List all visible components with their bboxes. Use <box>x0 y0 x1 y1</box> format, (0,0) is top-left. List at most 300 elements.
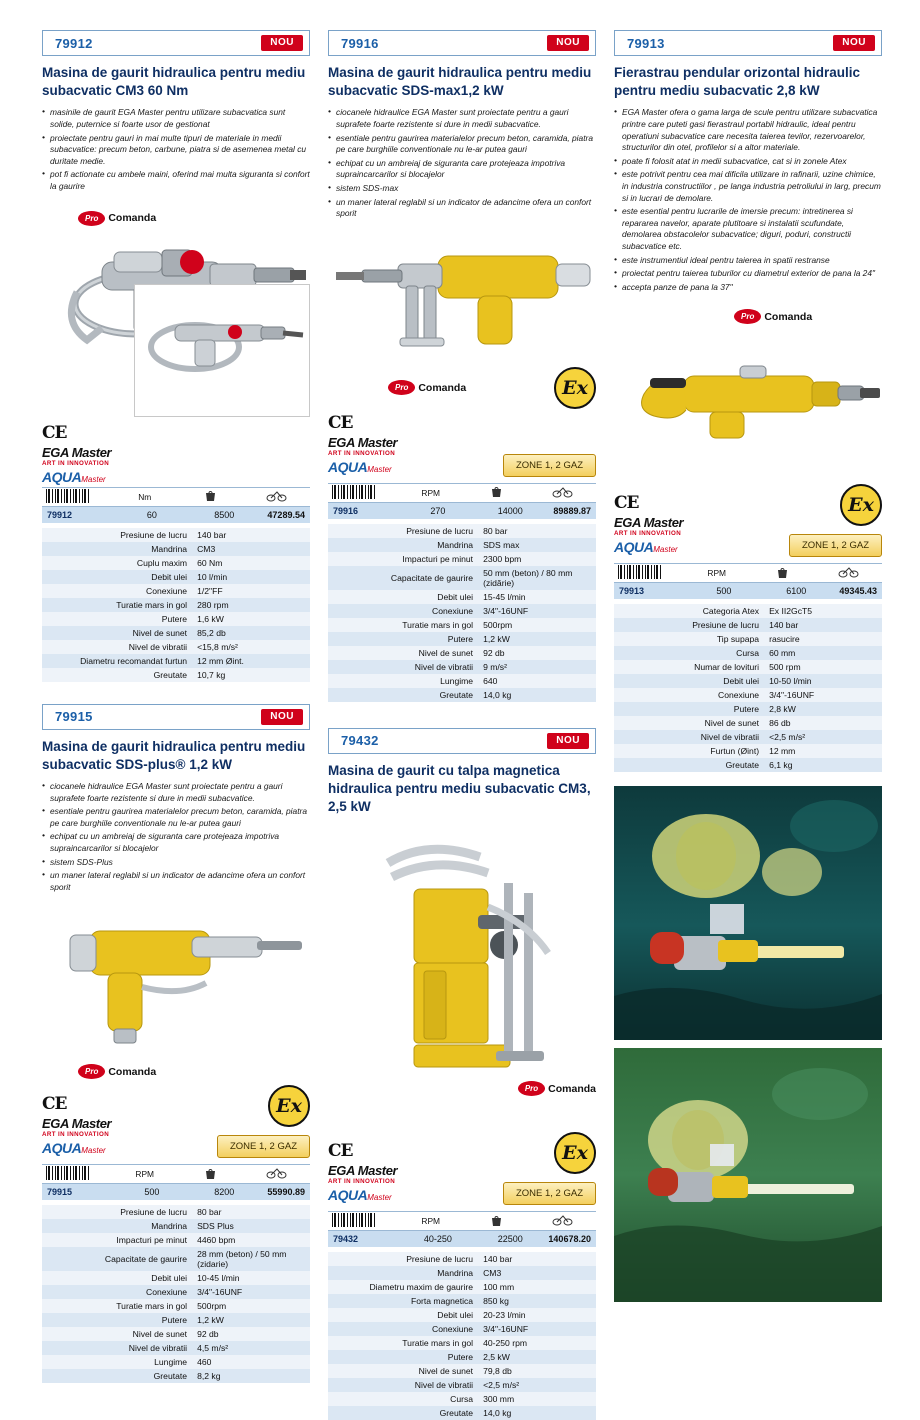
spec-table <box>328 524 596 702</box>
spec-value: 3/4"-16UNF <box>478 604 596 618</box>
spec-label: Diametru maxim de gaurire <box>328 1280 478 1294</box>
ega-logo-name: EGA Master <box>328 434 398 450</box>
table-row <box>328 1280 596 1294</box>
product-code: 79915 <box>55 709 93 725</box>
weight-glyph <box>777 566 788 579</box>
spec-label: Debit ulei <box>614 674 764 688</box>
spec-label: Putere <box>328 632 478 646</box>
product-card-79915 <box>42 704 310 1384</box>
table-row <box>328 566 596 590</box>
spec-value: 10-50 l/min <box>764 674 882 688</box>
spec-value: 140 bar <box>192 528 310 542</box>
spec-value: 10-45 l/min <box>192 1271 310 1285</box>
product-header <box>328 728 596 754</box>
product-inset-image <box>134 284 310 417</box>
list-item: • masinile de gaurit EGA Master pentru utilizare subacvatica sunt solide, puternice si foarte usor de gestionat <box>42 107 310 130</box>
ce-icon: CE <box>42 1094 67 1115</box>
spec-label: Turatie mars in gol <box>328 1336 478 1350</box>
product-card-79912 <box>42 30 310 682</box>
ega-logo-tagline: ART IN INNOVATION <box>328 1178 396 1186</box>
pro-comanda-row <box>328 1081 596 1096</box>
price-rpm: 500 <box>716 586 732 597</box>
table-row <box>614 744 882 758</box>
aqua-logo-name: AQUA <box>42 468 82 485</box>
box-glyph <box>266 490 288 502</box>
pro-comanda-badge <box>78 1064 156 1079</box>
table-row <box>328 524 596 538</box>
atex-icon: Ex <box>268 1085 310 1127</box>
table-row <box>328 1336 596 1350</box>
spec-value: 80 bar <box>478 524 596 538</box>
weight-icon <box>178 489 244 504</box>
package-icon <box>530 1214 596 1228</box>
table-row <box>614 758 882 772</box>
zone-badge: ZONE 1, 2 GAZ <box>789 534 882 557</box>
table-row <box>328 1364 596 1378</box>
spec-label: Cuplu maxim <box>42 556 192 570</box>
weight-icon <box>464 1214 530 1229</box>
badge-row <box>328 367 596 409</box>
table-row <box>42 528 310 542</box>
spec-value: 140 bar <box>764 618 882 632</box>
spec-label: Conexiune <box>328 1322 478 1336</box>
ega-master-logo <box>614 515 683 537</box>
spec-label: Mandrina <box>42 1219 192 1233</box>
spec-value: 640 <box>478 674 596 688</box>
table-row <box>328 618 596 632</box>
spec-label: Nivel de sunet <box>42 626 192 640</box>
spec-value: 1,6 kW <box>192 612 310 626</box>
spec-label: Diametru recomandat furtun <box>42 654 192 668</box>
aqua-logo-name: AQUA <box>328 458 368 475</box>
table-row <box>42 1355 310 1369</box>
table-row <box>42 654 310 668</box>
product-image-79915 <box>42 901 310 1056</box>
price-value: 89889.87 <box>553 505 591 516</box>
spec-value: SDS max <box>478 538 596 552</box>
spec-label: Presiune de lucru <box>42 528 192 542</box>
pro-comanda-text: Comanda <box>418 381 467 394</box>
spec-value: 14,0 kg <box>478 1406 596 1420</box>
certification-logos <box>42 1085 310 1158</box>
ega-master-logo <box>42 445 310 467</box>
package-icon <box>244 490 310 504</box>
table-row <box>614 660 882 674</box>
spec-label: Cursa <box>328 1392 478 1406</box>
spec-value: 8,2 kg <box>192 1369 310 1383</box>
spec-value: 500rpm <box>192 1299 310 1313</box>
pro-badge-label: Pro <box>78 211 105 226</box>
table-row <box>42 542 310 556</box>
list-item: • EGA Master ofera o gama larga de scule pentru utilizare subacvatica printre care puteti gasi fierastraul portabil hidraulic, ideal pentru operatiuni subacvatice care necesita taierea tevilor, rezervoarelor, structurilor din otel, profilelor si a altor materiale. <box>614 107 882 153</box>
list-item: • proiectate pentru gauri in mai multe tipuri de materiale in medii subacvatice: precum beton, carbune, piatra si de asemenea metal cu duritate medie. <box>42 133 310 168</box>
barcode-icon <box>42 1166 112 1182</box>
box-glyph <box>266 1167 288 1179</box>
spec-label: Conexiune <box>328 604 478 618</box>
ega-logo-name: EGA Master <box>42 1116 112 1132</box>
list-item: • pot fi actionate cu ambele maini, oferind mai multa siguranta si confort la gaurire <box>42 169 310 192</box>
product-image-79913 <box>614 330 882 480</box>
list-item: • proiectat pentru taierea tuburilor cu diametrul exterior de pana la 24" <box>614 268 882 280</box>
weight-glyph <box>205 1167 216 1180</box>
spec-label: Debit ulei <box>328 1308 478 1322</box>
price-weight: 14000 <box>497 505 523 516</box>
spec-value: 92 db <box>478 646 596 660</box>
zone-badge: ZONE 1, 2 GAZ <box>217 1135 310 1158</box>
spec-value: CM3 <box>478 1266 596 1280</box>
unit-header: RPM <box>421 487 441 498</box>
drill-inset-illustration <box>135 285 309 416</box>
spec-label: Debit ulei <box>328 590 478 604</box>
unit-header: RPM <box>421 1216 441 1227</box>
table-row <box>614 632 882 646</box>
table-row <box>614 716 882 730</box>
table-row <box>614 702 882 716</box>
spec-value: 60 Nm <box>192 556 310 570</box>
table-row <box>42 598 310 612</box>
price-weight: 22500 <box>497 1234 523 1245</box>
table-row <box>42 556 310 570</box>
table-row <box>328 1266 596 1280</box>
atex-icon: Ex <box>554 367 596 409</box>
product-code: 79916 <box>341 35 379 51</box>
atex-icon: Ex <box>840 484 882 526</box>
spec-value: 300 mm <box>478 1392 596 1406</box>
spec-label: Greutate <box>42 1369 192 1383</box>
spec-label: Forta magnetica <box>328 1294 478 1308</box>
spec-value: 100 mm <box>478 1280 596 1294</box>
spec-value: 1,2 kW <box>192 1313 310 1327</box>
column-middle <box>328 30 596 1420</box>
spec-table <box>614 604 882 772</box>
table-row <box>42 584 310 598</box>
feature-list <box>614 107 882 293</box>
list-item: • accepta panze de pana la 37" <box>614 282 882 294</box>
price-value: 49345.43 <box>839 586 877 597</box>
spec-value: <15,8 m/s² <box>192 640 310 654</box>
spec-value: 86 db <box>764 716 882 730</box>
pro-comanda-badge <box>734 309 812 324</box>
table-row <box>42 1327 310 1341</box>
table-row <box>42 1247 310 1271</box>
spec-label: Categoria Atex <box>614 604 764 618</box>
barcode-icon <box>328 1213 398 1229</box>
price-rpm: 500 <box>144 1187 160 1198</box>
product-code: 79913 <box>627 35 665 51</box>
box-glyph <box>552 486 574 498</box>
weight-icon <box>178 1167 244 1182</box>
product-code: 79912 <box>55 35 93 51</box>
ega-master-logo <box>42 1116 111 1138</box>
status-badge: NOU <box>547 35 589 51</box>
aqua-logo-name: AQUA <box>328 1187 368 1204</box>
table-row <box>328 1308 596 1322</box>
spec-label: Lungime <box>42 1355 192 1369</box>
aqua-logo-name: AQUA <box>42 1140 82 1157</box>
spec-label: Mandrina <box>328 538 478 552</box>
spec-label: Presiune de lucru <box>42 1205 192 1219</box>
spec-value: 500 rpm <box>764 660 882 674</box>
aqua-master-logo <box>328 1187 397 1205</box>
atex-icon: Ex <box>554 1132 596 1174</box>
spec-label: Nivel de vibratii <box>328 660 478 674</box>
aqua-master-logo <box>42 469 310 487</box>
sds-max-drill-illustration <box>328 228 596 363</box>
aqua-logo-sub: Master <box>81 474 106 484</box>
spec-label: Nivel de vibratii <box>42 640 192 654</box>
list-item: • este potrivit pentru cea mai dificila utilizare in rafinarii, uzine chimice, in industria constructiilor , pe langa industria petroliului in larg, precum si in lucrari de demolare. <box>614 169 882 204</box>
spec-value: 1,2 kW <box>478 632 596 646</box>
price-weight: 8200 <box>214 1187 235 1198</box>
ega-logo-name: EGA Master <box>328 1163 398 1179</box>
ega-logo-name: EGA Master <box>614 515 684 531</box>
price-value: 47289.54 <box>267 509 305 520</box>
list-item: • esentiale pentru gaurirea materialelor precum beton, caramida, piatra pe care burghiile conventionale nu le-ar putea gauri <box>42 806 310 829</box>
diver-cutting-photo <box>614 786 882 1040</box>
spec-value: 1/2"FF <box>192 584 310 598</box>
aqua-master-logo <box>614 539 683 557</box>
spec-value: rasucire <box>764 632 882 646</box>
price-rpm: 270 <box>430 505 446 516</box>
pro-badge-label: Pro <box>518 1081 545 1096</box>
table-row <box>42 1205 310 1219</box>
page-title: Masina de gaurit hidraulica pentru mediu subacvatic SDS-max1,2 kW <box>328 65 592 99</box>
weight-glyph <box>491 485 502 498</box>
price-code: 79916 <box>333 505 359 516</box>
spec-table-header <box>328 483 596 503</box>
certification-logos <box>42 423 310 487</box>
price-row <box>42 507 310 524</box>
spec-label: Nivel de sunet <box>42 1327 192 1341</box>
spec-value: 2300 bpm <box>478 552 596 566</box>
price-row <box>42 1184 310 1201</box>
pro-badge-label: Pro <box>78 1064 105 1079</box>
price-value: 140678.20 <box>548 1234 591 1245</box>
table-row <box>328 1392 596 1406</box>
table-row <box>42 1271 310 1285</box>
table-row <box>42 1313 310 1327</box>
spec-value: 10 l/min <box>192 570 310 584</box>
ega-master-logo <box>328 435 397 457</box>
weight-icon <box>750 566 816 581</box>
weight-icon <box>464 485 530 500</box>
spec-label: Debit ulei <box>42 1271 192 1285</box>
spec-value: <2,5 m/s² <box>764 730 882 744</box>
sds-plus-drill-illustration <box>42 901 310 1056</box>
barcode-icon <box>328 485 398 501</box>
spec-label: Nivel de sunet <box>328 1364 478 1378</box>
product-card-79913 <box>614 30 882 772</box>
spec-value: 20-23 l/min <box>478 1308 596 1322</box>
spec-value: 15-45 l/min <box>478 590 596 604</box>
product-header <box>328 30 596 56</box>
aqua-logo-sub: Master <box>653 545 678 555</box>
table-row <box>614 730 882 744</box>
spec-label: Lungime <box>328 674 478 688</box>
aqua-master-logo <box>42 1140 111 1158</box>
spec-value: 4460 bpm <box>192 1233 310 1247</box>
spec-label: Capacitate de gaurire <box>328 566 478 590</box>
ce-icon: CE <box>328 1141 353 1162</box>
spec-value: 50 mm (beton) / 80 mm (zidărie) <box>478 566 596 590</box>
package-icon <box>530 486 596 500</box>
product-image-79912 <box>42 232 310 417</box>
spec-label: Numar de lovituri <box>614 660 764 674</box>
spec-table <box>42 1205 310 1383</box>
weight-glyph <box>205 489 216 502</box>
status-badge: NOU <box>833 35 875 51</box>
spec-value: SDS Plus <box>192 1219 310 1233</box>
table-row <box>42 1219 310 1233</box>
spec-label: Putere <box>42 1313 192 1327</box>
table-row <box>328 1406 596 1420</box>
price-value: 55990.89 <box>267 1187 305 1198</box>
pro-comanda-badge <box>518 1081 596 1096</box>
spec-label: Putere <box>328 1350 478 1364</box>
feature-list <box>42 107 310 192</box>
price-code: 79432 <box>333 1234 359 1245</box>
spec-value: 92 db <box>192 1327 310 1341</box>
certification-logos <box>328 1132 596 1205</box>
list-item: • este esential pentru lucrarile de imersie precum: intretinerea si repararea navelor, aparate plutitoare si instalatii scufundate, demolarea obstacolelor subacvatice; diguri, poduri, constructii subacvatice etc. <box>614 206 882 252</box>
spec-label: Putere <box>42 612 192 626</box>
spec-value: 2,5 kW <box>478 1350 596 1364</box>
spec-value: 12 mm <box>764 744 882 758</box>
spec-value: <2,5 m/s² <box>478 1378 596 1392</box>
spec-label: Capacitate de gaurire <box>42 1247 192 1271</box>
spec-label: Presiune de lucru <box>328 524 478 538</box>
spec-label: Conexiune <box>42 1285 192 1299</box>
ce-icon: CE <box>42 422 67 443</box>
spec-value: 6,1 kg <box>764 758 882 772</box>
spec-value: Ex II2GcT5 <box>764 604 882 618</box>
spec-label: Conexiune <box>614 688 764 702</box>
barcode-icon <box>614 565 684 581</box>
spec-value: 2,8 kW <box>764 702 882 716</box>
pro-comanda-text: Comanda <box>108 1065 157 1078</box>
spec-label: Impacturi pe minut <box>42 1233 192 1247</box>
spec-label: Tip supapa <box>614 632 764 646</box>
table-row <box>614 604 882 618</box>
table-row <box>328 1252 596 1266</box>
ce-icon: CE <box>614 493 639 514</box>
pro-badge-label: Pro <box>734 309 761 324</box>
spec-value: 40-250 rpm <box>478 1336 596 1350</box>
spec-value: 3/4"-16UNF <box>478 1322 596 1336</box>
table-row <box>328 1294 596 1308</box>
table-row <box>42 570 310 584</box>
table-row <box>614 618 882 632</box>
spec-table <box>328 1252 596 1420</box>
pro-comanda-badge <box>388 380 466 395</box>
spec-table <box>42 528 310 682</box>
spec-value: 9 m/s² <box>478 660 596 674</box>
zone-badge: ZONE 1, 2 GAZ <box>503 454 596 477</box>
list-item: • poate fi folosit atat in medii subacvatice, cat si in zonele Atex <box>614 156 882 168</box>
table-row <box>42 1369 310 1383</box>
price-row <box>328 503 596 520</box>
barcode-icon <box>42 489 112 505</box>
ega-master-logo <box>328 1163 397 1185</box>
list-item: • un maner lateral reglabil si un indicator de adancime ofera un confort sporit <box>42 870 310 893</box>
list-item: • ciocanele hidraulice EGA Master sunt proiectate pentru a gauri suprafete foarte rezistente si dure in medii subacvatice. <box>42 781 310 804</box>
table-row <box>614 646 882 660</box>
table-row <box>328 1322 596 1336</box>
status-badge: NOU <box>261 35 303 51</box>
table-row <box>328 604 596 618</box>
underwater-photo-1 <box>614 786 882 1040</box>
ega-logo-tagline: ART IN INNOVATION <box>42 459 110 467</box>
spec-value: 80 bar <box>192 1205 310 1219</box>
table-row <box>328 660 596 674</box>
price-code: 79915 <box>47 1187 73 1198</box>
spec-label: Turatie mars in gol <box>328 618 478 632</box>
product-header <box>42 30 310 56</box>
list-item: • ciocanele hidraulice EGA Master sunt proiectate pentru a gauri suprafete foarte rezistente si dure in medii subacvatice. <box>328 107 596 130</box>
spec-value: 79,8 db <box>478 1364 596 1378</box>
pro-comanda-text: Comanda <box>548 1082 596 1095</box>
zone-badge: ZONE 1, 2 GAZ <box>503 1182 596 1205</box>
spec-label: Greutate <box>328 1406 478 1420</box>
column-left <box>42 30 310 1383</box>
price-row <box>614 583 882 600</box>
spec-label: Turatie mars in gol <box>42 598 192 612</box>
table-row <box>328 552 596 566</box>
ega-logo-tagline: ART IN INNOVATION <box>328 449 396 457</box>
product-code: 79432 <box>341 733 379 749</box>
table-row <box>328 646 596 660</box>
spec-value: 460 <box>192 1355 310 1369</box>
table-row <box>328 688 596 702</box>
product-header <box>614 30 882 56</box>
price-code: 79913 <box>619 586 645 597</box>
spec-value: CM3 <box>192 542 310 556</box>
spec-label: Mandrina <box>328 1266 478 1280</box>
pro-comanda-text: Comanda <box>764 310 813 323</box>
spec-label: Greutate <box>614 758 764 772</box>
table-row <box>42 1233 310 1247</box>
price-row <box>328 1231 596 1248</box>
box-glyph <box>838 566 860 578</box>
spec-value: 10,7 kg <box>192 668 310 682</box>
table-row <box>614 674 882 688</box>
status-badge: NOU <box>547 733 589 749</box>
price-rpm: 40-250 <box>423 1234 452 1245</box>
weight-glyph <box>491 1214 502 1227</box>
page-title: Masina de gaurit cu talpa magnetica hidraulica pentru mediu subacvatic CM3, 2,5 kW <box>328 762 591 815</box>
ce-icon: CE <box>328 412 353 433</box>
column-right <box>614 30 882 1302</box>
aqua-logo-sub: Master <box>367 464 392 474</box>
table-row <box>328 590 596 604</box>
table-row <box>328 538 596 552</box>
table-row <box>42 626 310 640</box>
ega-logo-tagline: ART IN INNOVATION <box>614 530 682 538</box>
spec-value: 140 bar <box>478 1252 596 1266</box>
ega-logo-tagline: ART IN INNOVATION <box>42 1131 110 1139</box>
table-row <box>328 674 596 688</box>
spec-table-header <box>42 1164 310 1184</box>
table-row <box>328 1378 596 1392</box>
spec-value: 3/4"-16UNF <box>764 688 882 702</box>
list-item: • sistem SDS-max <box>328 183 596 195</box>
price-weight: 6100 <box>786 586 807 597</box>
spec-value: 280 rpm <box>192 598 310 612</box>
spec-label: Nivel de sunet <box>328 646 478 660</box>
spec-label: Nivel de vibratii <box>614 730 764 744</box>
spec-label: Impacturi pe minut <box>328 552 478 566</box>
table-row <box>42 1299 310 1313</box>
